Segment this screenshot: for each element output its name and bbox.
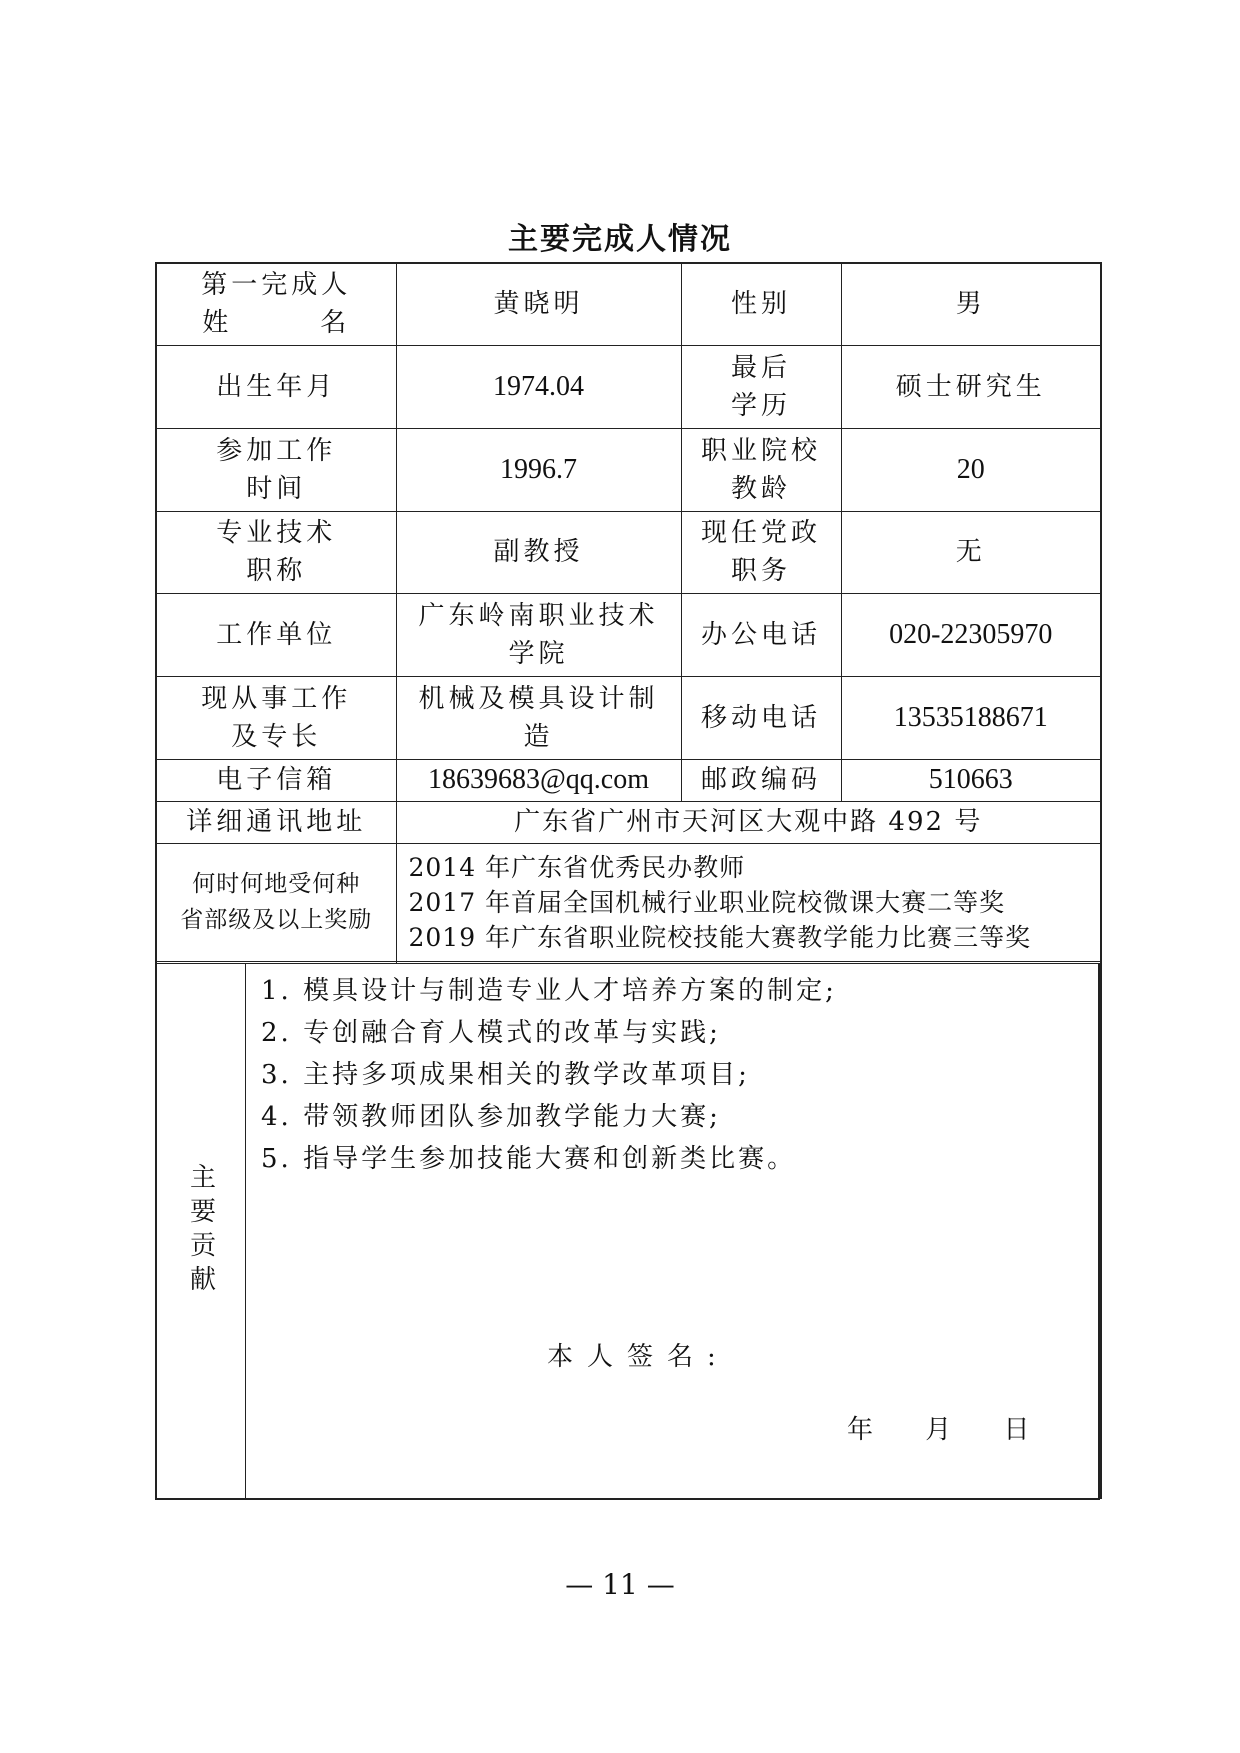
page-number: — 11 — xyxy=(565,1568,675,1601)
row-birth xyxy=(156,345,1101,428)
date-label: 年 月 日 xyxy=(847,1415,1032,1445)
work-start-value: 1996.7 xyxy=(396,428,681,511)
row-address xyxy=(156,801,1101,843)
row-title xyxy=(156,511,1101,593)
email-label: 电子信箱 xyxy=(156,759,396,801)
education-value: 硕士研究生 xyxy=(841,345,1101,428)
contribution-item: 2. 专创融合育人模式的改革与实践; xyxy=(261,1018,721,1048)
mobile-phone-value: 13535188671 xyxy=(841,676,1101,759)
gender-label: 性别 xyxy=(681,263,841,345)
name-label: 第一完成人 姓 名 xyxy=(156,263,396,345)
birth-label: 出生年月 xyxy=(156,345,396,428)
name-value: 黄晓明 xyxy=(396,263,681,345)
specialty-value: 机械及模具设计制 造 xyxy=(396,676,681,759)
row-name xyxy=(156,263,1101,345)
contribution-label: 主要贡献 xyxy=(157,964,246,1498)
professional-title-value: 副教授 xyxy=(396,511,681,593)
award-item: 2019 年广东省职业院校技能大赛教学能力比赛三等奖 xyxy=(408,922,1032,952)
office-phone-label: 办公电话 xyxy=(681,593,841,676)
address-value: 广东省广州市天河区大观中路 492 号 xyxy=(396,801,1101,843)
award-item: 2017 年首届全国机械行业职业院校微课大赛二等奖 xyxy=(408,887,1006,917)
party-post-label: 现任党政 职务 xyxy=(681,511,841,593)
employer-value: 广东岭南职业技术 学院 xyxy=(396,593,681,676)
contribution-item: 5. 指导学生参加技能大赛和创新类比赛。 xyxy=(261,1144,797,1174)
award-item: 2014 年广东省优秀民办教师 xyxy=(408,852,746,882)
contribution-item: 1. 模具设计与制造专业人才培养方案的制定; xyxy=(261,976,837,1006)
party-post-value: 无 xyxy=(841,511,1101,593)
email-value: 18639683@qq.com xyxy=(396,759,681,801)
work-start-label: 参加工作 时间 xyxy=(156,428,396,511)
gender-value: 男 xyxy=(841,263,1101,345)
professional-title-label: 专业技术 职称 xyxy=(156,511,396,593)
awards-list xyxy=(396,843,1101,961)
birth-value: 1974.04 xyxy=(396,345,681,428)
row-specialty xyxy=(156,676,1101,759)
education-label: 最后 学历 xyxy=(681,345,841,428)
address-label: 详细通讯地址 xyxy=(156,801,396,843)
postal-code-label: 邮政编码 xyxy=(681,759,841,801)
specialty-label: 现从事工作 及专长 xyxy=(156,676,396,759)
contribution-item: 4. 带领教师团队参加教学能力大赛; xyxy=(261,1102,721,1132)
contribution-content xyxy=(247,964,1098,1498)
contribution-list xyxy=(247,964,1098,1184)
row-work-start xyxy=(156,428,1101,511)
awards-label: 何时何地受何种 省部级及以上奖励 xyxy=(156,843,396,961)
employer-label: 工作单位 xyxy=(156,593,396,676)
page-title: 主要完成人情况 xyxy=(508,222,732,257)
row-awards xyxy=(156,843,1101,961)
signature-label: 本人签名: xyxy=(547,1342,730,1372)
teaching-years-value: 20 xyxy=(841,428,1101,511)
contribution-block xyxy=(155,963,1100,1500)
office-phone-value: 020-22305970 xyxy=(841,593,1101,676)
row-employer xyxy=(156,593,1101,676)
row-email xyxy=(156,759,1101,801)
postal-code-value: 510663 xyxy=(841,759,1101,801)
contribution-item: 3. 主持多项成果相关的教学改革项目; xyxy=(261,1060,750,1090)
teaching-years-label: 职业院校 教龄 xyxy=(681,428,841,511)
mobile-phone-label: 移动电话 xyxy=(681,676,841,759)
